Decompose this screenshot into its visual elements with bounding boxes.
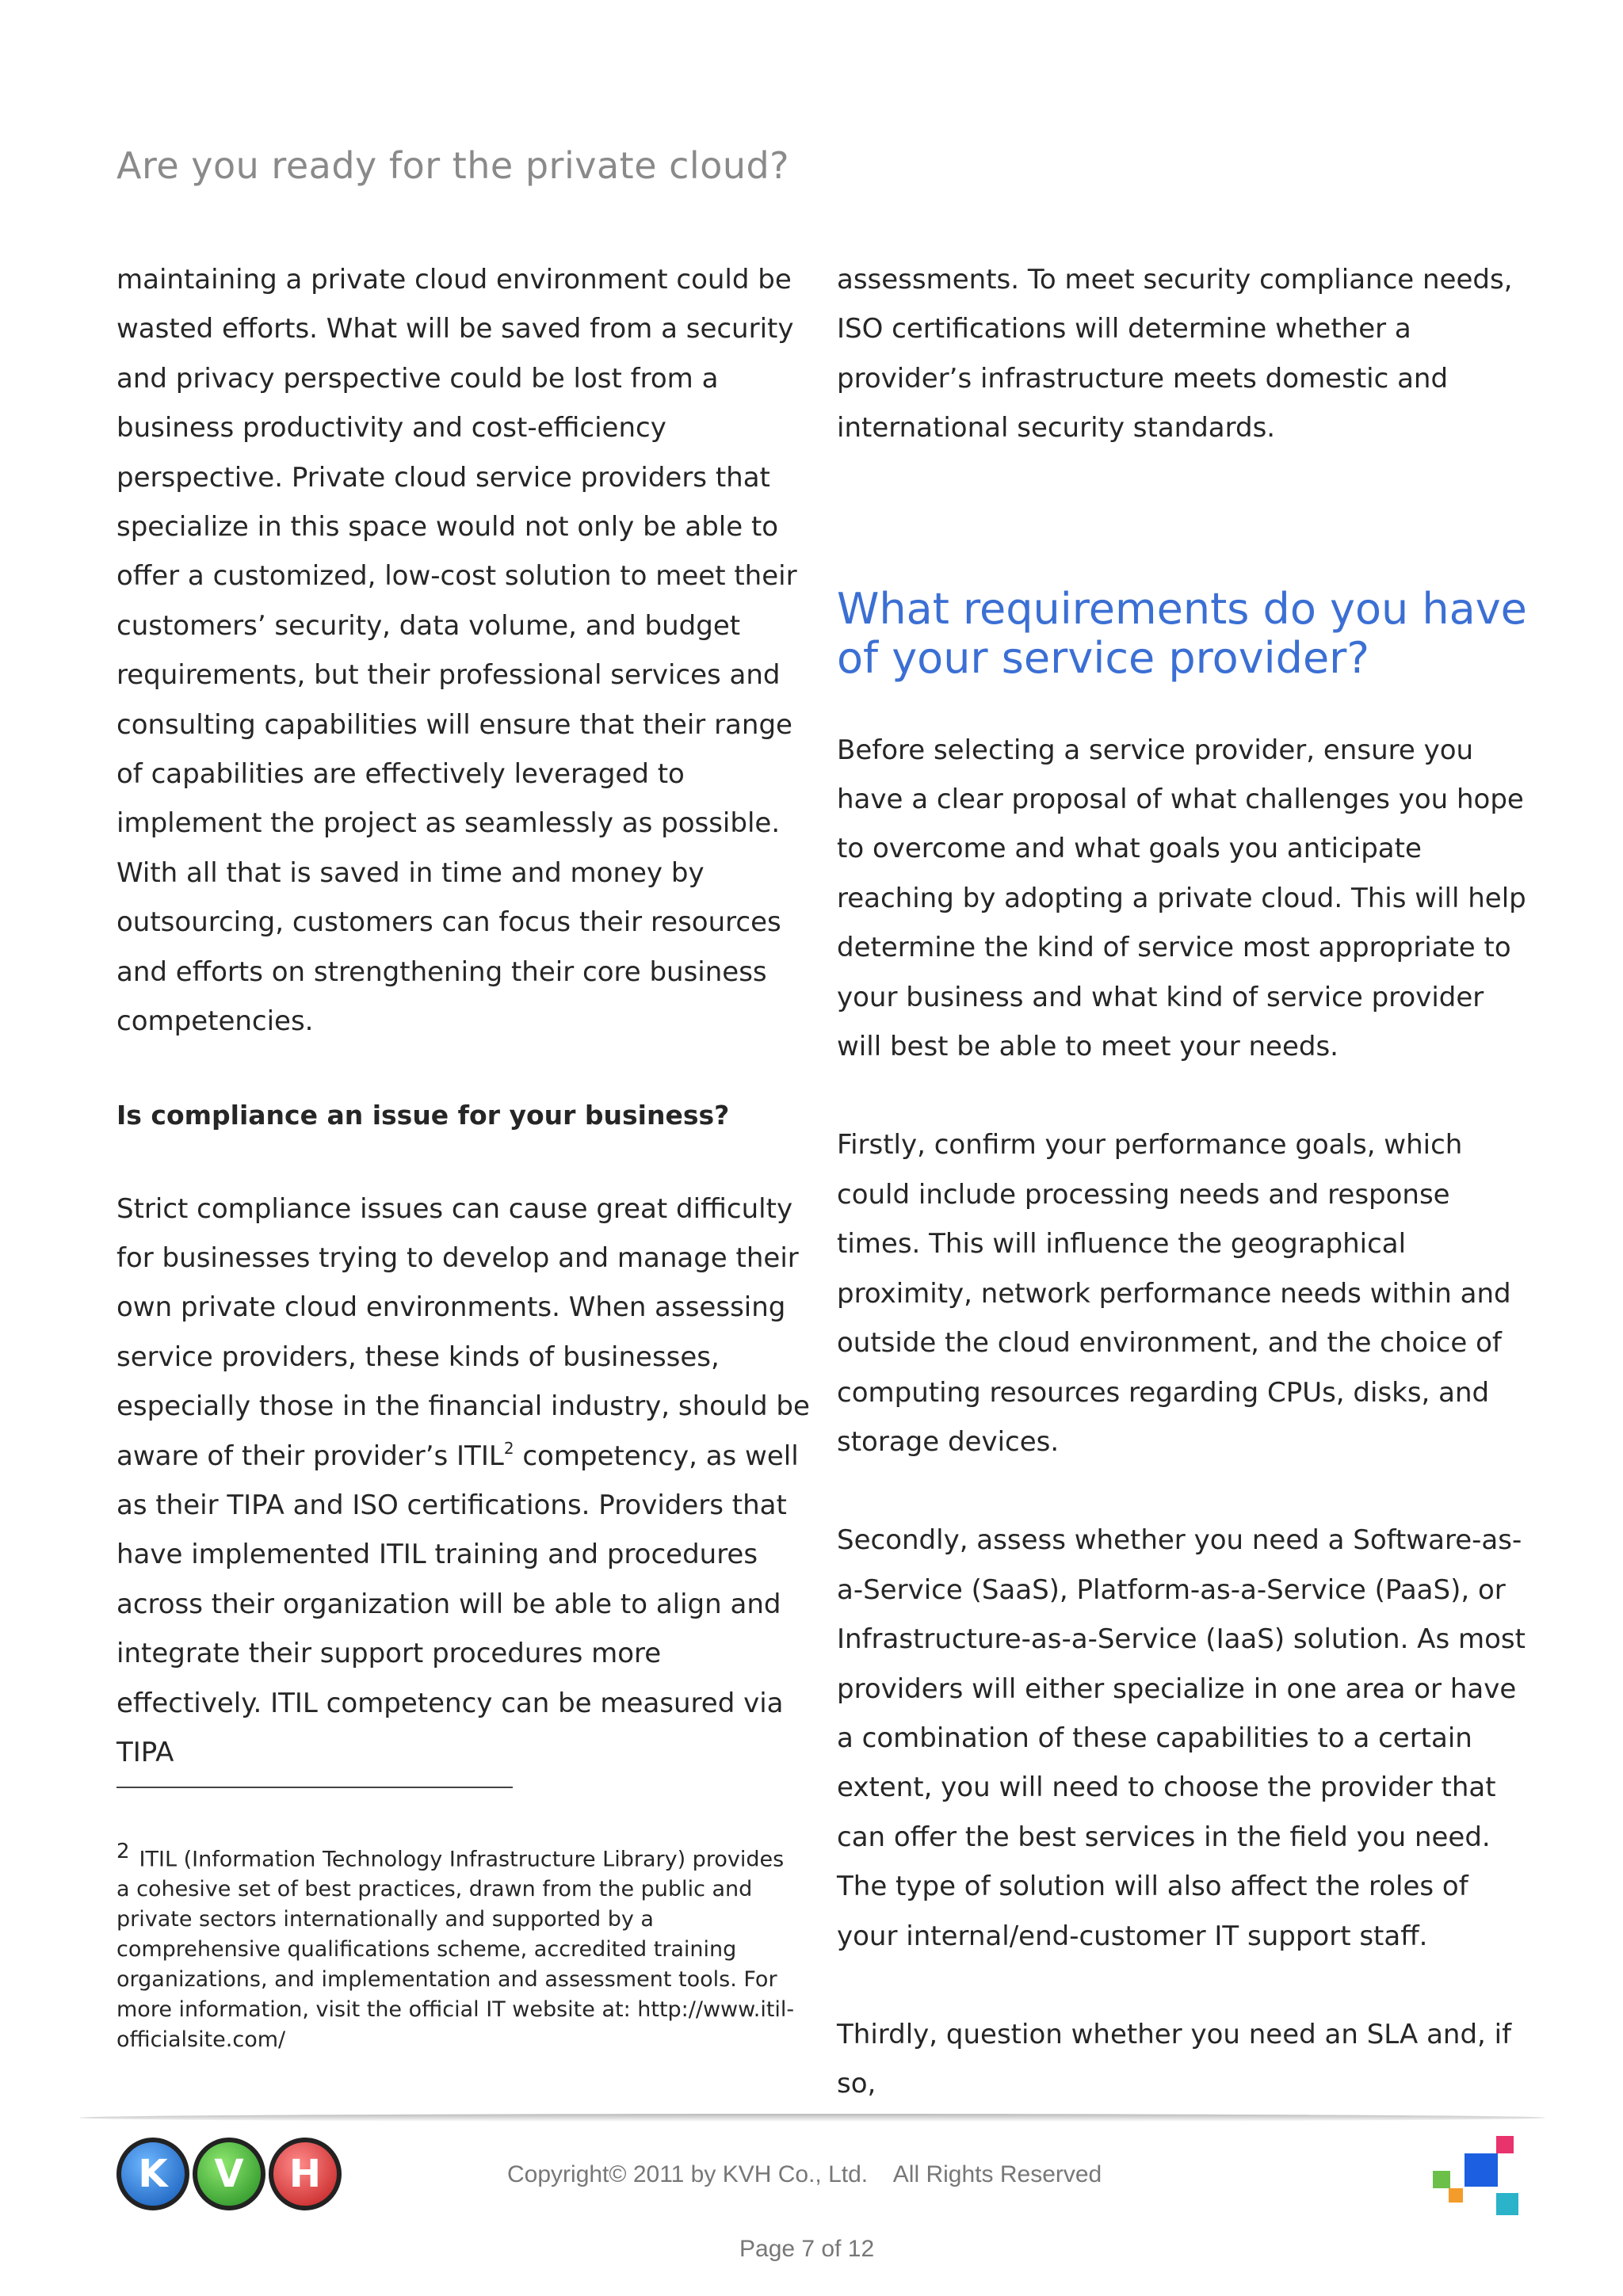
footnote — [116, 1836, 798, 2055]
copyright-text: Copyright© 2011 by KVH Co., Ltd. All Rights Reserved — [507, 2161, 1102, 2187]
footnote-divider — [116, 1787, 513, 1788]
logo-k-icon: K — [116, 2138, 189, 2210]
logo-v-icon: V — [193, 2138, 265, 2210]
kvh-logo — [116, 2138, 342, 2210]
compliance-paragraph — [116, 1184, 814, 1778]
continuation-paragraph: assessments. To meet security compliance needs, ISO certifications will determine whether a provider’s infrastructure meets domestic and international security standards. — [837, 264, 1513, 444]
page-title: Are you ready for the private cloud? — [116, 144, 790, 187]
mosaic-square-blue — [1465, 2153, 1498, 2187]
page-number: Page 7 of 12 — [739, 2236, 875, 2262]
paragraph-firstly: Firstly, confirm your performance goals, which could include processing needs and response times. This will influence the geographical proximity, network performance needs within and outside the cloud environment, and the choice of computing resources regarding CPUs, disks, and storage devices. — [837, 1129, 1511, 1458]
footnote-text: ITIL (Information Technology Infrastructure Library) provides a cohesive set of best practices, drawn from the public and private sectors internationally and supported by a comprehensive qualifications scheme, accredited training organizations, and implementation and assessment tools. For more information, visit the official IT website at: http://www.itil-officialsite.com/ — [116, 1847, 795, 2053]
compliance-text-end: competency, as well as their TIPA and ISO certifications. Providers that have implemented ITIL training and procedures across their organization will be able to align and integrate their support procedures more effectively. ITIL competency can be measured via TIPA — [116, 1440, 799, 1768]
left-column — [116, 255, 814, 1777]
left-intro-paragraph: maintaining a private cloud environment could be wasted efforts. What will be saved from a security and privacy perspective could be lost from a business productivity and cost-efficiency perspective. Private cloud service providers that specialize in this space would not only be able to offer a customized, low-cost solution to meet their customers’ security, data volume, and budget requirements, but their professional services and consulting capabilities will ensure that their range of capabilities are effectively leveraged to implement the project as seamlessly as possible. With all that is saved in time and money by outsourcing, customers can focus their resources and efforts on strengthening their core business competencies. — [116, 264, 797, 1038]
footnote-number: 2 — [116, 1840, 130, 1863]
footer-divider — [79, 2114, 1545, 2122]
mosaic-square-orange — [1449, 2188, 1463, 2203]
compliance-heading: Is compliance an issue for your business? — [116, 1099, 730, 1131]
mosaic-square-green — [1433, 2171, 1450, 2188]
paragraph-before-selecting: Before selecting a service provider, ensure you have a clear proposal of what challenges you hope to overcome and what goals you anticipate reaching by adopting a private cloud. This will help determine the kind of service most appropriate to your business and what kind of service provider will best be able to meet your needs. — [837, 734, 1526, 1063]
mosaic-square-pink — [1496, 2136, 1514, 2153]
right-column — [837, 255, 1534, 2109]
paragraph-thirdly: Thirdly, question whether you need an SLA and, if so, — [837, 2018, 1512, 2100]
paragraph-secondly: Secondly, assess whether you need a Software-as-a-Service (SaaS), Platform-as-a-Service (PaaS), or Infrastructure-as-a-Service (IaaS) solution. As most providers will either specialize in one area or have a combination of these capabilities to a certain extent, you will need to choose the provider that can offer the best services in the field you need. The type of solution will also affect the roles of your internal/end-customer IT support staff. — [837, 1524, 1526, 1952]
mosaic-logo-icon — [1426, 2136, 1522, 2223]
section-title: What requirements do you have of your service provider? — [837, 583, 1527, 683]
compliance-text-start: Strict compliance issues can cause great difficulty for businesses trying to develop and manage their own private cloud environments. When assessing service providers, these kinds of businesses, especially those in the financial industry, should be aware of their provider’s ITIL — [116, 1192, 810, 1472]
mosaic-square-cyan — [1496, 2193, 1518, 2215]
logo-h-icon: H — [269, 2138, 342, 2210]
footnote-reference[interactable]: 2 — [503, 1438, 514, 1458]
